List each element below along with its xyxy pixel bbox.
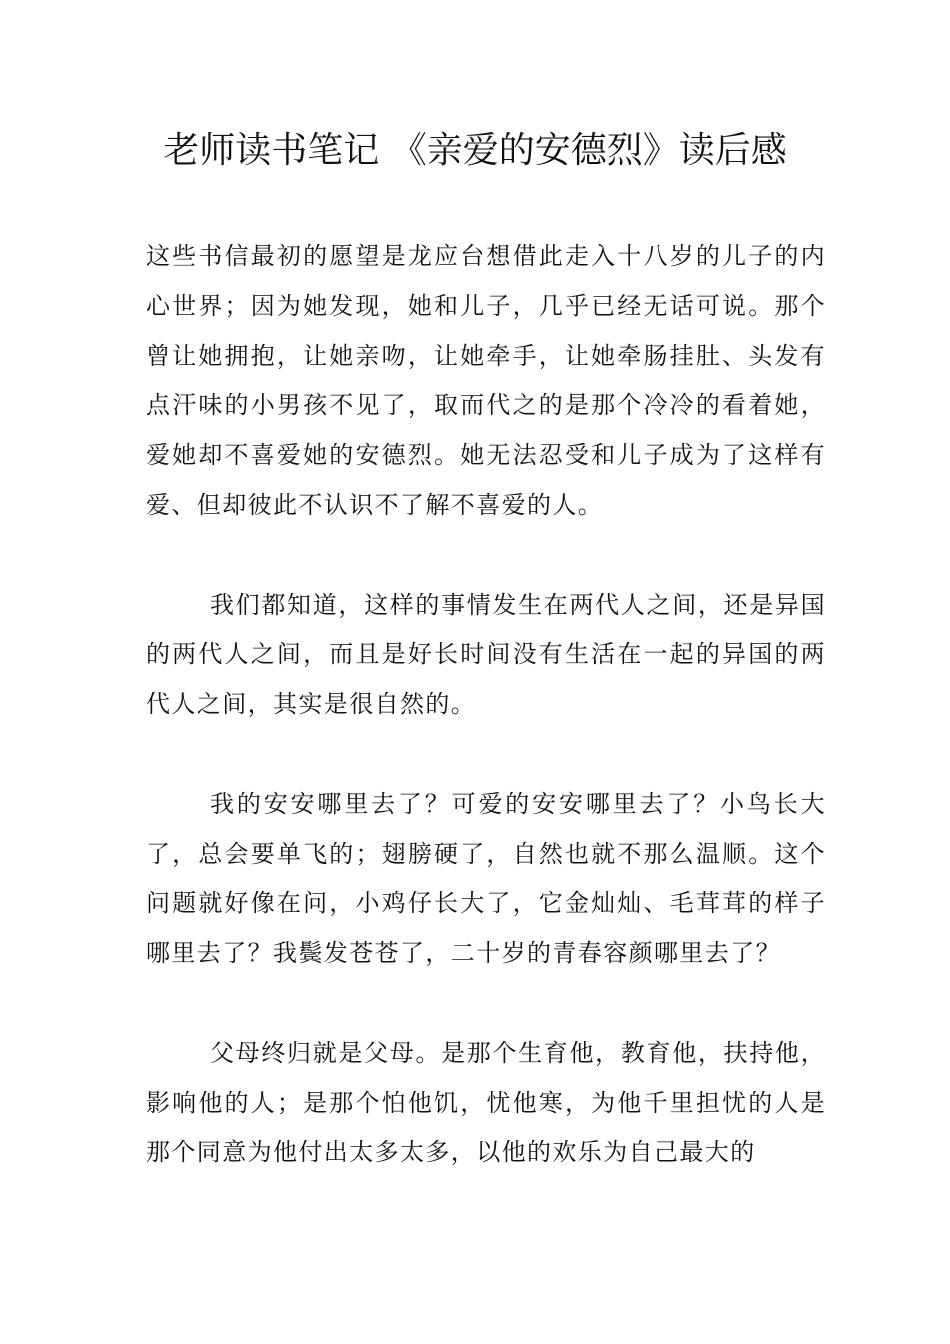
paragraph-4: 父母终归就是父母。是那个生育他，教育他，扶持他，影响他的人；是那个怕他饥，忧他寒，为他千里担忧的人是那个同意为他付出太多太多，以他的欢乐为自己最大的 (146, 1038, 826, 1167)
paragraph-gap (146, 730, 826, 780)
document-body (146, 232, 826, 1178)
paragraph-gap (146, 979, 826, 1029)
paragraph-3: 我的安安哪里去了？可爱的安安哪里去了？小鸟长大了，总会要单飞的；翅膀硬了，自然也就不那么温顺。这个问题就好像在问，小鸡仔长大了，它金灿灿、毛茸茸的样子哪里去了？我鬓发苍苍了，二十岁的青春容颜哪里去了？ (146, 789, 826, 968)
paragraph-gap (146, 531, 826, 581)
paragraph-1: 这些书信最初的愿望是龙应台想借此走入十八岁的儿子的内心世界；因为她发现，她和儿子，几乎已经无话可说。那个曾让她拥抱，让她亲吻，让她牵手，让她牵肠挂肚、头发有点汗味的小男孩不见了，取而代之的是那个冷冷的看着她，爱她却不喜爱她的安德烈。她无法忍受和儿子成为了这样有爱、但却彼此不认识不了解不喜爱的人。 (146, 242, 826, 519)
document-title: 老师读书笔记 《亲爱的安德烈》读后感 (163, 130, 787, 171)
paragraph-2: 我们都知道，这样的事情发生在两代人之间，还是异国的两代人之间，而且是好长时间没有生活在一起的异国的两代人之间，其实是很自然的。 (146, 590, 826, 719)
